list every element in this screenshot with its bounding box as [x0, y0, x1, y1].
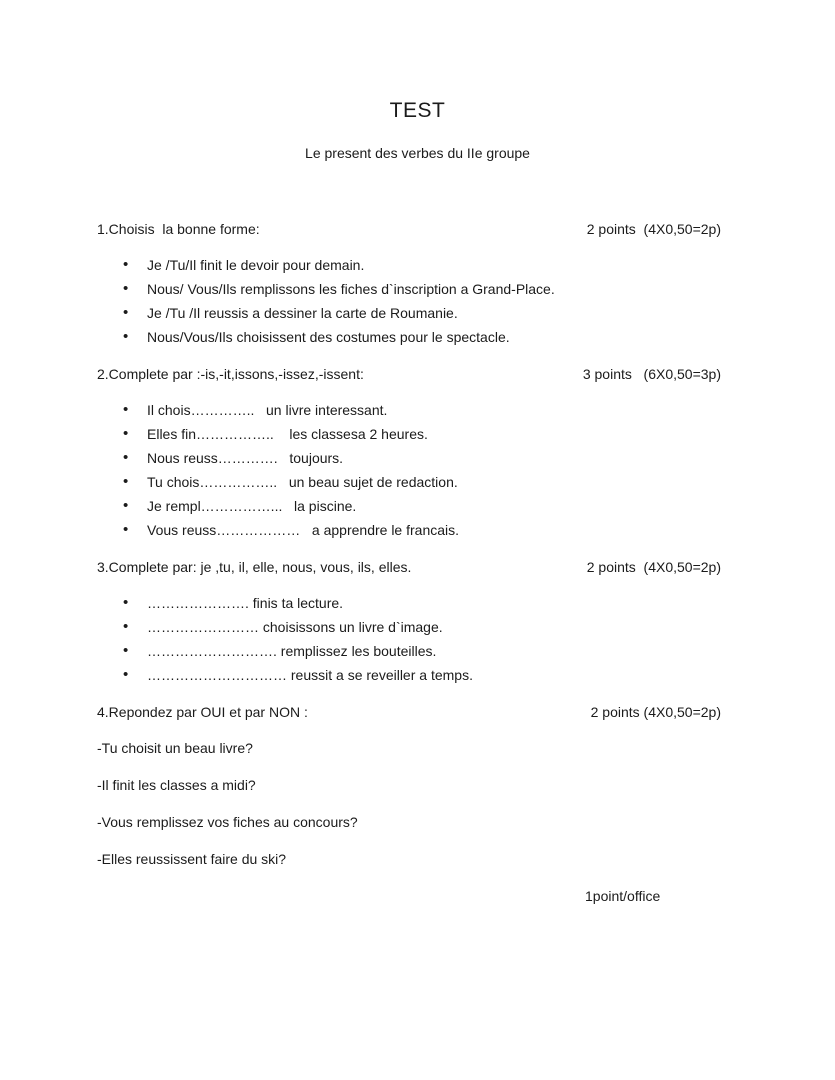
list-item: • …………………. finis ta lecture. — [97, 591, 721, 615]
section-3-list — [97, 591, 721, 687]
list-item: • ………………………… reussit a se reveiller a temps. — [97, 663, 721, 687]
section-2-heading: 2.Complete par :-is,-it,issons,-issez,-issent: — [97, 366, 364, 382]
list-item: • …………………… choisissons un livre d`image. — [97, 615, 721, 639]
section-2-header — [97, 365, 721, 384]
list-item: • Je /Tu/Il finit le devoir pour demain. — [97, 253, 721, 277]
list-item: • Vous reuss……………… a apprendre le francais. — [97, 518, 721, 542]
question-line: -Vous remplissez vos fiches au concours? — [97, 814, 358, 830]
list-item: • Je rempl……………... la piscine. — [97, 494, 721, 518]
section-2-points: 3 points (6X0,50=3p) — [582, 366, 721, 382]
section-1-header — [97, 220, 721, 239]
list-item: • ………………………. remplissez les bouteilles. — [97, 639, 721, 663]
section-4-heading: 4.Repondez par OUI et par NON : — [97, 704, 308, 720]
section-1-heading: 1.Choisis la bonne forme: — [97, 221, 260, 237]
section-3-heading: 3.Complete par: je ,tu, il, elle, nous, vous, ils, elles. — [97, 559, 412, 575]
list-item: • Il chois………….. un livre interessant. — [97, 398, 721, 422]
section-3-points: 2 points (4X0,50=2p) — [586, 559, 721, 575]
section-4-header — [97, 703, 721, 722]
list-item: • Nous/ Vous/Ils remplissons les fiches d`inscription a Grand-Place. — [97, 277, 721, 301]
document-subtitle: Le present des verbes du IIe groupe — [305, 145, 530, 161]
list-item: • Elles fin…………….. les classesa 2 heures. — [97, 422, 721, 446]
list-item: • Tu chois…………….. un beau sujet de redaction. — [97, 470, 721, 494]
question-line: -Tu choisit un beau livre? — [97, 740, 253, 756]
document-content — [97, 220, 721, 905]
footer-note: 1point/office — [585, 888, 661, 904]
list-item: • Nous/Vous/Ils choisissent des costumes pour le spectacle. — [97, 325, 721, 349]
question-line: -Elles reussissent faire du ski? — [97, 851, 287, 867]
section-2-list — [97, 398, 721, 542]
section-1-list — [97, 253, 721, 349]
section-4-points: 2 points (4X0,50=2p) — [590, 704, 721, 720]
section-1-points: 2 points (4X0,50=2p) — [586, 221, 721, 237]
document-title: TEST — [389, 99, 446, 122]
section-3-header — [97, 558, 721, 577]
question-line: -Il finit les classes a midi? — [97, 777, 256, 793]
list-item: • Je /Tu /Il reussis a dessiner la carte de Roumanie. — [97, 301, 721, 325]
list-item: • Nous reuss…………. toujours. — [97, 446, 721, 470]
